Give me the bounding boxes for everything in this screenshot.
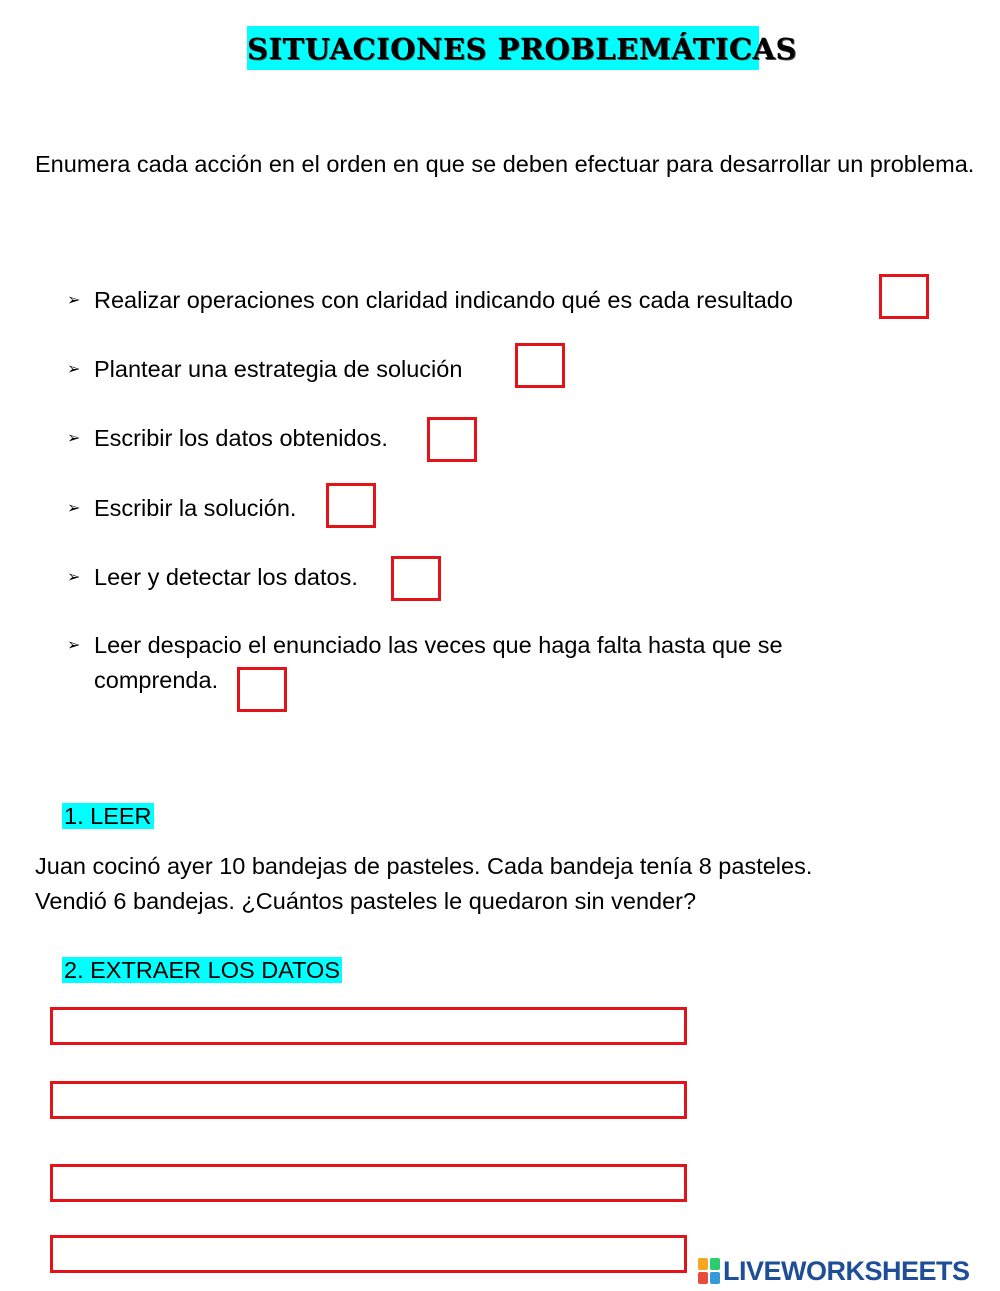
liveworksheets-logo-icon [698,1258,720,1284]
step-text: Escribir la solución. [94,495,297,521]
data-input-field[interactable] [50,1007,687,1045]
section-heading-extract [62,955,342,985]
problem-line: Vendió 6 bandejas. ¿Cuántos pasteles le quedaron sin vender? [35,888,697,914]
order-answer-box[interactable] [515,343,565,388]
page-title: SITUACIONES PROBLEMÁTICAS [247,26,759,70]
arrow-bullet-icon: ➢ [67,569,81,586]
arrow-bullet-icon: ➢ [67,637,81,654]
step-text-line1: Leer despacio el enunciado las veces que haga falta hasta que se [94,632,783,658]
step-text: Leer y detectar los datos. [94,564,358,590]
arrow-bullet-icon: ➢ [67,292,81,309]
order-answer-box[interactable] [237,667,287,712]
step-text: Escribir los datos obtenidos. [94,425,388,451]
data-input-field[interactable] [50,1235,687,1273]
data-input-field[interactable] [50,1164,687,1202]
problem-statement [35,849,975,919]
step-text-line2: comprenda. [94,667,219,693]
section-heading-text: 2. EXTRAER LOS DATOS [64,957,340,983]
problem-line: Juan cocinó ayer 10 bandejas de pasteles. Cada bandeja tenía 8 pasteles. [35,853,813,879]
liveworksheets-brand [698,1257,970,1285]
data-input-field[interactable] [50,1081,687,1119]
section-heading-text: 1. LEER [64,803,152,829]
brand-text: LIVEWORKSHEETS [723,1255,970,1286]
section-heading-read [62,801,154,831]
order-answer-box[interactable] [879,274,929,319]
instruction-text: Enumera cada acción en el orden en que se deben efectuar para desarrollar un problema. [35,151,975,177]
order-answer-box[interactable] [427,417,477,462]
arrow-bullet-icon: ➢ [67,500,81,517]
arrow-bullet-icon: ➢ [67,361,81,378]
order-answer-box[interactable] [391,556,441,601]
order-answer-box[interactable] [326,483,376,528]
arrow-bullet-icon: ➢ [67,430,81,447]
step-text: Realizar operaciones con claridad indicando qué es cada resultado [94,287,793,313]
step-text: Plantear una estrategia de solución [94,356,463,382]
